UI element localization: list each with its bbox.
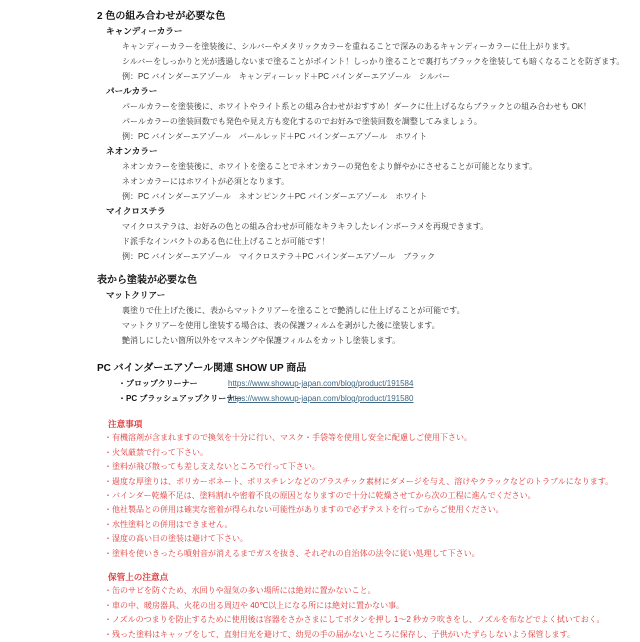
storage-item: ・車の中、暖房器具、火花の出る周辺や 40℃以上になる所には絶対に置かない事。 [104,600,405,610]
product-row [97,376,618,391]
section-storage-notes [97,570,618,642]
example-line: 例：PC バインダーエアゾール キャンディーレッド＋PC バインダーエアゾール シルバー [122,72,451,81]
body-line: マットクリアーを使用し塗装する場合は、表の保護フィルムを剥がした後に塗装します。 [122,321,440,330]
body-line: パールカラーを塗装後に、ホワイトやライト系との組み合わせがおすすめ！ダークに仕上げるならブラックとの組み合わせも OK！ [122,102,592,111]
caution-item: ・バインダー乾燥不足は、塗料割れや密着不良の原因となりますので十分に乾燥させてから次の工程に進んでください。 [104,491,536,501]
caution-item: ・湿度の高い日の塗装は避けて下さい。 [104,534,248,544]
group-title-pearl: パールカラー [106,86,158,96]
section-title: 表から塗装が必要な色 [97,275,197,286]
section-cautions [97,417,618,561]
section-title: 2 色の組み合わせが必要な色 [97,11,226,22]
body-line: シルバーをしっかりと光が透過しないまで塗ることがポイント！しっかり塗ることで裏打ちブラックを塗装しても暗くなることを防ぎます。 [122,57,625,66]
caution-item: ・有機溶剤が含まれますので換気を十分に行い、マスク・手袋等を使用し安全に配慮しご使用下さい。 [104,433,472,443]
storage-item: ・残った塗料はキャップをして、直射日光を避けて、幼児の手の届かないところに保存し、子供がいたずらしないよう保管します。 [104,629,576,639]
caution-item: ・火気厳禁で行って下さい。 [104,447,208,457]
caution-item: ・塗料を使いきったら噴射音が消えるまでガスを抜き、それぞれの自治体の法令に従い処理して下さい。 [104,548,480,558]
body-line: ネオンカラーにはホワイトが必須となります。 [122,177,290,186]
caution-item: ・塗料が飛び散っても差し支えないところで行って下さい。 [104,462,320,472]
section-front-paint [97,273,618,348]
group-title-neon: ネオンカラー [106,146,158,156]
body-line: マイクロステラは、お好みの色との組み合わせが可能なキラキラしたレインボーラメを再現できます。 [122,222,489,231]
product-label: ・PC ブラッシュアップクリーナー [118,394,243,403]
body-line: 裏塗りで仕上げた後に、表からマットクリアーを塗ることで艶消しに仕上げることが可能です。 [122,306,465,315]
section-related-products [97,361,618,406]
caution-item: ・他社製品との併用は確実な密着が得られない可能性がありますので必ずテストを行ってからご使用ください。 [104,505,504,515]
cautions-title: 注意事項 [108,419,143,429]
body-line: ド派手なインパクトのある色に仕上げることが可能です！ [122,237,330,246]
body-line: 艶消しにしたい箇所以外をマスキングや保護フィルムをカットし塗装します。 [122,336,401,345]
storage-item: ・ノズルのつまりを防止するために使用後は容器をさかさまにしてボタンを押し 1～2 秒カラ吹きをし、ノズルを布などでよく拭いておく。 [104,615,605,625]
product-label: ・プロップクリーナー [118,379,198,388]
body-line: ネオンカラーを塗装後に、ホワイトを塗ることでネオンカラーの発色をより鮮やかにさせることが可能となります。 [122,162,538,171]
section-title: PC バインダーエアゾール関連 SHOW UP 商品 [97,363,307,374]
spacer [97,264,618,273]
storage-title: 保管上の注意点 [108,572,169,583]
spacer [97,406,618,417]
group-title-microstella: マイクロステラ [106,206,166,216]
spacer [97,348,618,359]
group-title-candy: キャンディーカラー [106,26,183,36]
caution-item: ・水性塗料との併用はできません。 [104,519,233,529]
caution-item: ・過度な厚塗りは、ポリカーボネート、ポリスチレンなどのプラスチック素材にダメージを与え、溶けやクラックなどのトラブルになります。 [104,476,614,486]
group-title-matte-clear: マットクリアー [106,290,166,300]
product-link[interactable]: https://www.showup-japan.com/blog/product/191580 [228,394,414,403]
body-line: キャンディーカラーを塗装後に、シルバーやメタリックカラーを重ねることで深みのあるキャンディーカラーに仕上がります。 [122,42,575,51]
section-two-color-combos [97,9,625,264]
spacer [97,561,618,570]
example-line: 例：PC バインダーエアゾール マイクロステラ＋PC バインダーエアゾール ブラック [122,252,436,261]
product-link[interactable]: https://www.showup-japan.com/blog/product/191584 [228,379,414,388]
example-line: 例：PC バインダーエアゾール パールレッド＋PC バインダーエアゾール ホワイト [122,132,428,141]
example-line: 例：PC バインダーエアゾール ネオンピンク＋PC バインダーエアゾール ホワイト [122,192,428,201]
product-row [97,391,618,406]
body-line: パールカラーの塗装回数でも発色や見え方も変化するのでお好みで塗装回数を調整してみましょう。 [122,117,482,126]
storage-item: ・缶のサビを防ぐため、水回りや湿気の多い場所には絶対に置かないこと。 [104,586,376,596]
